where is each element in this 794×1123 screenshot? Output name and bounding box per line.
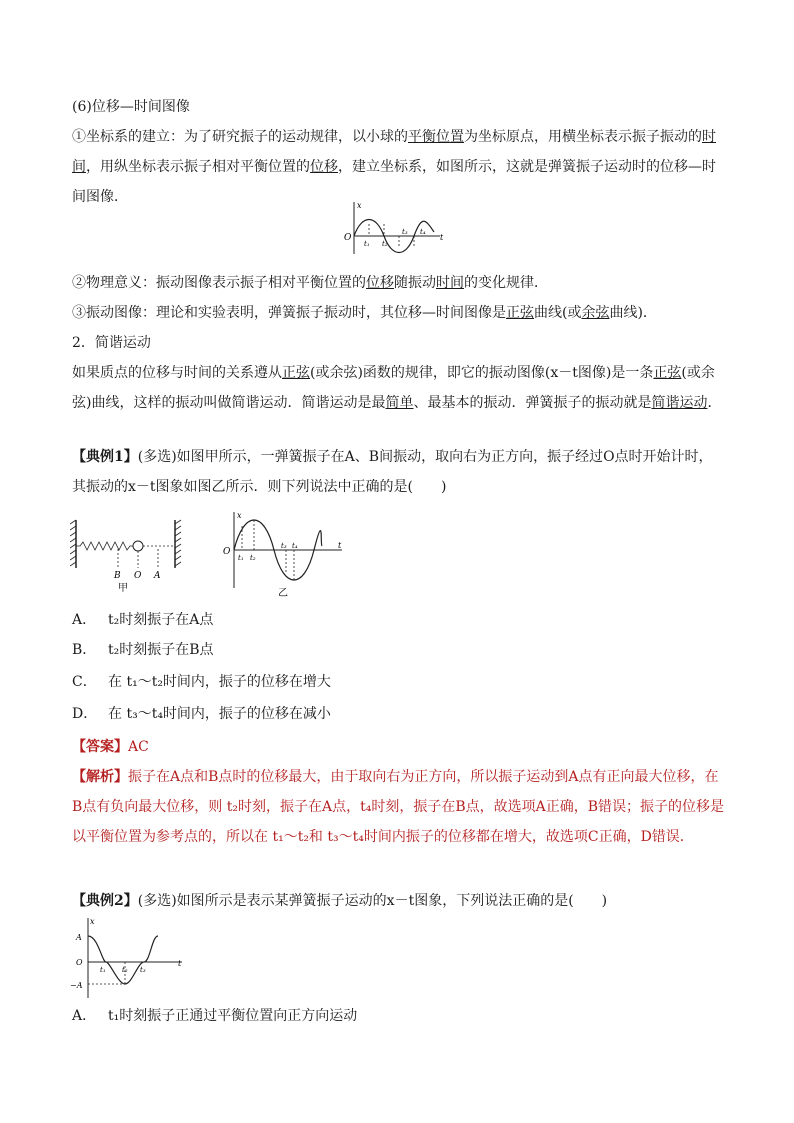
underlined-term: 时间 [436, 275, 464, 291]
underlined-term: 简谐运动 [651, 395, 708, 411]
answer-value: AC [128, 739, 149, 755]
amplitude-A-label: A [76, 933, 82, 942]
text: 为坐标原点，用横坐标表示振子振动的 [464, 129, 702, 145]
option-text: t₂时刻振子在B点 [108, 642, 214, 658]
axis-x-label: x [357, 201, 362, 210]
answer-tag: 【答案】 [72, 739, 128, 755]
tick-t1: t₁ [100, 966, 106, 974]
example-2 [72, 886, 724, 916]
text: 曲线)． [609, 305, 657, 321]
text: ，建立坐标系，如图所示，这就是弹簧振子运动时的位移—时间图像． [72, 159, 716, 205]
paragraph-vibration-graph [72, 298, 724, 328]
figure-cosine-graph [70, 914, 190, 1000]
tick-t1: t₁ [238, 554, 244, 562]
option-b[interactable] [72, 638, 712, 662]
option-text: t₂时刻振子在A点 [108, 612, 214, 628]
option-c[interactable] [72, 670, 712, 694]
option-text: 在 t₃～t₄时间内，振子的位移在减小 [108, 706, 331, 722]
section-6-cont [72, 268, 724, 418]
option-key: A． [72, 1008, 97, 1024]
figure-jia-caption: 甲 [118, 583, 128, 594]
axis-x-label: x [90, 917, 95, 926]
section-6 [72, 92, 724, 212]
text: 如果质点的位移与时间的关系遵从 [72, 365, 282, 381]
underlined-term: 正弦 [653, 365, 682, 381]
option-text: 在 t₁～t₂时间内，振子的位移在增大 [108, 674, 331, 690]
text: 曲线(或 [534, 305, 582, 321]
example-1-stem [72, 442, 724, 502]
figure-spring-oscillator [70, 516, 190, 594]
axis-x-label: x [237, 511, 242, 520]
figure-xt-graph-yi [220, 508, 350, 600]
text: 的变化规律． [464, 275, 548, 291]
point-A-label: A [154, 571, 161, 581]
tick-t4: t₄ [420, 228, 426, 236]
section-6-title: (6)位移—时间图像 [72, 99, 190, 115]
figure-sine-graph [340, 198, 450, 258]
tick-t2: t₂ [250, 554, 256, 562]
answer-line [72, 732, 724, 762]
example-tag: 【典例1】 [72, 449, 138, 465]
option-d[interactable] [72, 702, 712, 726]
option-a[interactable] [72, 608, 712, 632]
text: 随振动 [394, 275, 436, 291]
example-1-solution [72, 732, 724, 852]
axis-t-label: t [338, 541, 342, 550]
origin-label: O [223, 547, 231, 557]
underlined-term: 位移 [366, 275, 394, 291]
underlined-term: 时间 [72, 129, 716, 175]
underlined-term: 余弦 [581, 305, 610, 321]
figure-yi-caption: 乙 [278, 588, 288, 599]
tick-t2: t₂ [122, 966, 128, 974]
point-B-label: B [114, 571, 121, 581]
example-1 [72, 442, 724, 502]
underlined-term: 简单 [385, 395, 414, 411]
text: ． [707, 395, 722, 411]
text: ③振动图像：理论和实验表明，弹簧振子振动时，其位移—时间图像是 [72, 305, 506, 321]
question-text: (多选)如图甲所示，一弹簧振子在A、B间振动，取向右为正方向，振子经过O点时开始计时，其振动的x－t图象如图乙所示．则下列说法中正确的是( ) [72, 449, 713, 495]
tick-t4: t₄ [292, 542, 298, 550]
tick-t3: t₃ [281, 542, 287, 550]
tick-t2: t₂ [382, 240, 388, 248]
example-2-option-a[interactable] [72, 1004, 712, 1028]
tick-t1: t₁ [364, 240, 370, 248]
amplitude-negA-label: −A [70, 981, 83, 990]
option-key: C． [72, 674, 97, 690]
option-key: A． [72, 612, 97, 628]
text: (或余弦)函数的规律，即它的振动图像(x－t图像)是一条 [310, 365, 654, 381]
tick-t3: t₃ [140, 966, 146, 974]
point-O-label: O [134, 571, 142, 581]
axis-t-label: t [178, 959, 182, 968]
tick-t3: t₃ [402, 228, 408, 236]
option-key: D． [72, 706, 98, 722]
analysis-tag: 【解析】 [72, 769, 128, 785]
text: ，用纵坐标表示振子相对平衡位置的 [86, 159, 310, 175]
analysis-text: 振子在A点和B点时的位移最大，由于取向右为正方向，所以振子运动到A点有正向最大位移，在B点有负向最大位移，则 t₂时刻，振子在A点，t₄时刻，振子在B点，故选项A正确，B错误；振子的位移是以平衡位置为参考点的，所以在 t₁～t₂和 t₃～t₄时间内振子的位移都在增大，故选项C正确，D错误． [72, 769, 725, 845]
underlined-term: 正弦 [282, 365, 310, 381]
question-text: (多选)如图所示是表示某弹簧振子运动的x－t图象，下列说法正确的是( ) [137, 893, 608, 909]
text: (或余弦)曲线，这样的振动叫做简谐运动．简谐运动是最 [72, 365, 715, 411]
paragraph-physical-meaning [72, 268, 724, 298]
option-text: t₁时刻振子正通过平衡位置向正方向运动 [108, 1008, 358, 1024]
option-key: B． [72, 642, 97, 658]
section-2-title: 2．简谐运动 [72, 335, 151, 351]
underlined-term: 位移 [310, 159, 338, 175]
underlined-term: 正弦 [506, 305, 534, 321]
underlined-term: 平衡位置 [408, 129, 464, 145]
origin-label: O [76, 958, 83, 967]
paragraph-shm-definition [72, 358, 724, 418]
axis-t-label: t [440, 233, 444, 242]
example-2-stem [72, 886, 724, 916]
analysis-paragraph [72, 762, 724, 852]
example-tag: 【典例2】 [72, 893, 138, 909]
origin-label: O [344, 233, 352, 243]
text: ②物理意义：振动图像表示振子相对平衡位置的 [72, 275, 366, 291]
text: 、最基本的振动．弹簧振子的振动就是 [413, 395, 652, 411]
text: ①坐标系的建立：为了研究振子的运动规律，以小球的 [72, 129, 408, 145]
